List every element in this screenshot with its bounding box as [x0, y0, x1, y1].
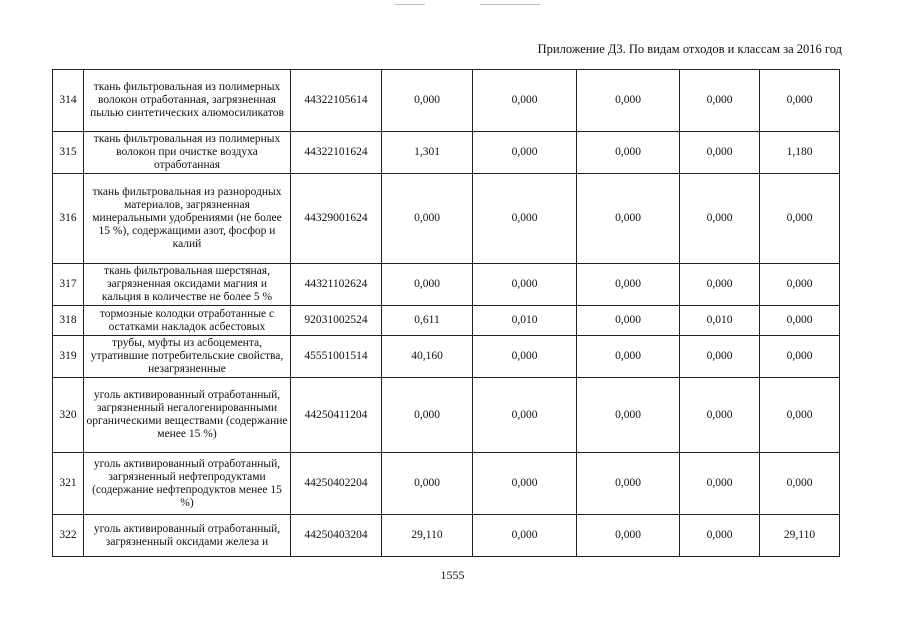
value-cell: 0,000	[680, 70, 760, 132]
table-row	[53, 336, 840, 378]
value-cell: 0,000	[760, 174, 840, 264]
waste-name-cell: уголь активированный отработанный, загрязненный оксидами железа и	[84, 515, 291, 557]
value-cell: 0,000	[473, 453, 577, 515]
value-cell: 0,000	[760, 70, 840, 132]
value-cell: 0,000	[680, 336, 760, 378]
value-cell: 0,000	[577, 515, 680, 557]
table-row	[53, 264, 840, 306]
table-row	[53, 515, 840, 557]
value-cell: 0,000	[382, 453, 473, 515]
waste-code-cell: 44250403204	[291, 515, 382, 557]
value-cell: 29,110	[760, 515, 840, 557]
value-cell: 0,000	[680, 264, 760, 306]
row-number-cell: 316	[53, 174, 84, 264]
value-cell: 0,000	[577, 453, 680, 515]
value-cell: 0,000	[473, 174, 577, 264]
value-cell: 0,000	[760, 453, 840, 515]
value-cell: 0,000	[760, 336, 840, 378]
waste-name-cell: ткань фильтровальная из полимерных волокон при очистке воздуха отработанная	[84, 132, 291, 174]
value-cell: 0,000	[577, 174, 680, 264]
scan-artifact	[480, 4, 540, 5]
value-cell: 0,000	[680, 515, 760, 557]
row-number-cell: 314	[53, 70, 84, 132]
value-cell: 0,000	[382, 174, 473, 264]
waste-name-cell: уголь активированный отработанный, загрязненный негалогенированными органическими веществами (содержание менее 15 %)	[84, 378, 291, 453]
waste-name-cell: ткань фильтровальная шерстяная, загрязненная оксидами магния и кальция в количестве не более 5 %	[84, 264, 291, 306]
value-cell: 0,000	[382, 264, 473, 306]
waste-code-cell: 45551001514	[291, 336, 382, 378]
waste-name-cell: трубы, муфты из асбоцемента, утратившие потребительские свойства, незагрязненные	[84, 336, 291, 378]
waste-code-cell: 44322105614	[291, 70, 382, 132]
value-cell: 0,010	[680, 306, 760, 336]
value-cell: 0,000	[473, 70, 577, 132]
value-cell: 40,160	[382, 336, 473, 378]
waste-code-cell: 44250402204	[291, 453, 382, 515]
waste-name-cell: уголь активированный отработанный, загрязненный нефтепродуктами (содержание нефтепродуктов менее 15 %)	[84, 453, 291, 515]
row-number-cell: 320	[53, 378, 84, 453]
waste-name-cell: ткань фильтровальная из разнородных материалов, загрязненная минеральными удобрениями (не более 15 %), содержащими азот, фосфор и калий	[84, 174, 291, 264]
value-cell: 0,000	[382, 378, 473, 453]
value-cell: 0,010	[473, 306, 577, 336]
page-number: 1555	[440, 568, 465, 582]
value-cell: 0,000	[577, 70, 680, 132]
waste-code-cell: 44329001624	[291, 174, 382, 264]
row-number-cell: 321	[53, 453, 84, 515]
waste-name-cell: тормозные колодки отработанные с остатками накладок асбестовых	[84, 306, 291, 336]
table-row	[53, 132, 840, 174]
waste-code-cell: 92031002524	[291, 306, 382, 336]
row-number-cell: 322	[53, 515, 84, 557]
value-cell: 0,000	[473, 515, 577, 557]
row-number-cell: 319	[53, 336, 84, 378]
value-cell: 0,000	[680, 378, 760, 453]
value-cell: 0,000	[760, 306, 840, 336]
value-cell: 0,000	[473, 132, 577, 174]
value-cell: 0,000	[680, 453, 760, 515]
value-cell: 0,000	[577, 378, 680, 453]
scan-artifact	[395, 4, 425, 5]
value-cell: 0,000	[760, 378, 840, 453]
table-row	[53, 378, 840, 453]
value-cell: 29,110	[382, 515, 473, 557]
value-cell: 0,000	[577, 132, 680, 174]
table-body	[53, 70, 840, 557]
value-cell: 0,000	[473, 336, 577, 378]
value-cell: 0,000	[577, 264, 680, 306]
value-cell: 0,000	[577, 306, 680, 336]
row-number-cell: 318	[53, 306, 84, 336]
page-header: Приложение Д3. По видам отходов и классам за 2016 год	[537, 42, 842, 56]
value-cell: 0,000	[382, 70, 473, 132]
table-row	[53, 306, 840, 336]
row-number-cell: 315	[53, 132, 84, 174]
value-cell: 0,000	[680, 132, 760, 174]
value-cell: 0,000	[760, 264, 840, 306]
value-cell: 0,000	[577, 336, 680, 378]
value-cell: 1,301	[382, 132, 473, 174]
waste-table	[52, 69, 840, 557]
value-cell: 1,180	[760, 132, 840, 174]
value-cell: 0,000	[473, 264, 577, 306]
table-row	[53, 453, 840, 515]
table-row	[53, 174, 840, 264]
waste-code-cell: 44321102624	[291, 264, 382, 306]
waste-code-cell: 44322101624	[291, 132, 382, 174]
value-cell: 0,000	[680, 174, 760, 264]
value-cell: 0,611	[382, 306, 473, 336]
waste-name-cell: ткань фильтровальная из полимерных волокон отработанная, загрязненная пылью синтетических алюмосиликатов	[84, 70, 291, 132]
row-number-cell: 317	[53, 264, 84, 306]
waste-code-cell: 44250411204	[291, 378, 382, 453]
table-row	[53, 70, 840, 132]
value-cell: 0,000	[473, 378, 577, 453]
